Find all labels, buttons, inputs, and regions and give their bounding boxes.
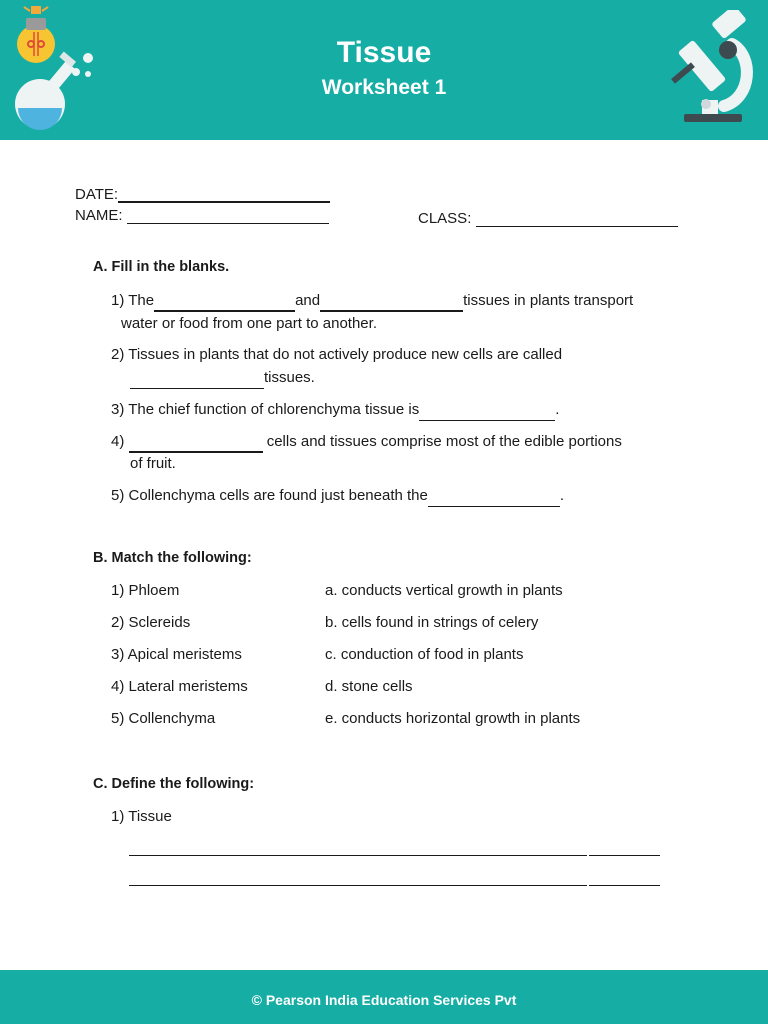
answer-line[interactable]	[129, 855, 587, 856]
q-a4-num: 4)	[111, 433, 125, 450]
question-a1	[111, 289, 633, 312]
q-a1-mid: and	[295, 292, 321, 309]
question-a5	[111, 484, 564, 507]
match-left-item: 3) Apical meristems	[111, 646, 242, 663]
question-a1-line2: water or food from one part to another.	[121, 315, 377, 332]
date-blank[interactable]	[118, 185, 330, 203]
q-a2-blank[interactable]	[130, 372, 264, 389]
microscope-icon	[662, 10, 762, 130]
class-label: CLASS:	[418, 210, 472, 227]
question-a2-line2	[130, 366, 315, 389]
match-right-item: b. cells found in strings of celery	[325, 614, 539, 631]
date-label: DATE:	[75, 186, 119, 203]
q-a2-tail: tissues.	[264, 369, 315, 386]
q-a5-blank[interactable]	[428, 490, 560, 507]
match-left-item: 2) Sclereids	[111, 614, 191, 631]
match-left-item: 1) Phloem	[111, 582, 180, 599]
class-blank[interactable]	[476, 210, 678, 227]
question-a4-line2: of fruit.	[130, 455, 176, 472]
name-blank[interactable]	[127, 207, 329, 224]
page-subtitle: Worksheet 1	[321, 76, 447, 99]
q-a1-start: 1) The	[111, 292, 155, 309]
date-field	[75, 185, 330, 203]
answer-line[interactable]	[129, 885, 587, 886]
match-right-item: d. stone cells	[325, 678, 413, 695]
q-a3-text: 3) The chief function of chlorenchyma tissue is	[111, 401, 420, 418]
q-a1-blank-1[interactable]	[154, 294, 295, 312]
footer-copyright: © Pearson India Education Services Pvt	[251, 992, 517, 1008]
section-a-heading: A. Fill in the blanks.	[93, 259, 230, 275]
answer-line-end[interactable]	[589, 855, 660, 856]
question-a3	[111, 398, 559, 421]
section-c-heading: C. Define the following:	[93, 776, 255, 792]
page-title: Tissue	[336, 36, 432, 69]
match-right-item: c. conduction of food in plants	[325, 646, 524, 663]
q-a1-tail: tissues in plants transport	[463, 292, 634, 309]
header-banner	[0, 0, 768, 140]
question-c1: 1) Tissue	[111, 808, 172, 825]
question-a2: 2) Tissues in plants that do not actively produce new cells are called	[111, 346, 563, 363]
match-right-item: e. conducts horizontal growth in plants	[325, 710, 581, 727]
match-right-item: a. conducts vertical growth in plants	[325, 582, 563, 599]
section-b-heading: B. Match the following:	[93, 550, 252, 566]
q-a5-end: .	[559, 487, 565, 504]
q-a4-blank[interactable]	[129, 435, 263, 453]
name-field	[75, 207, 329, 224]
question-a4	[111, 430, 622, 453]
name-label: NAME:	[75, 207, 123, 224]
class-field	[418, 210, 678, 227]
q-a5-text: 5) Collenchyma cells are found just beneath the	[111, 487, 428, 504]
answer-line-end[interactable]	[589, 885, 660, 886]
q-a3-blank[interactable]	[419, 404, 555, 421]
footer-banner	[0, 970, 768, 1024]
match-left-item: 4) Lateral meristems	[111, 678, 248, 695]
q-a3-end: .	[555, 401, 560, 418]
q-a1-blank-2[interactable]	[320, 294, 463, 312]
match-left-item: 5) Collenchyma	[111, 710, 216, 727]
q-a4-tail: cells and tissues comprise most of the edible portions	[266, 433, 622, 450]
